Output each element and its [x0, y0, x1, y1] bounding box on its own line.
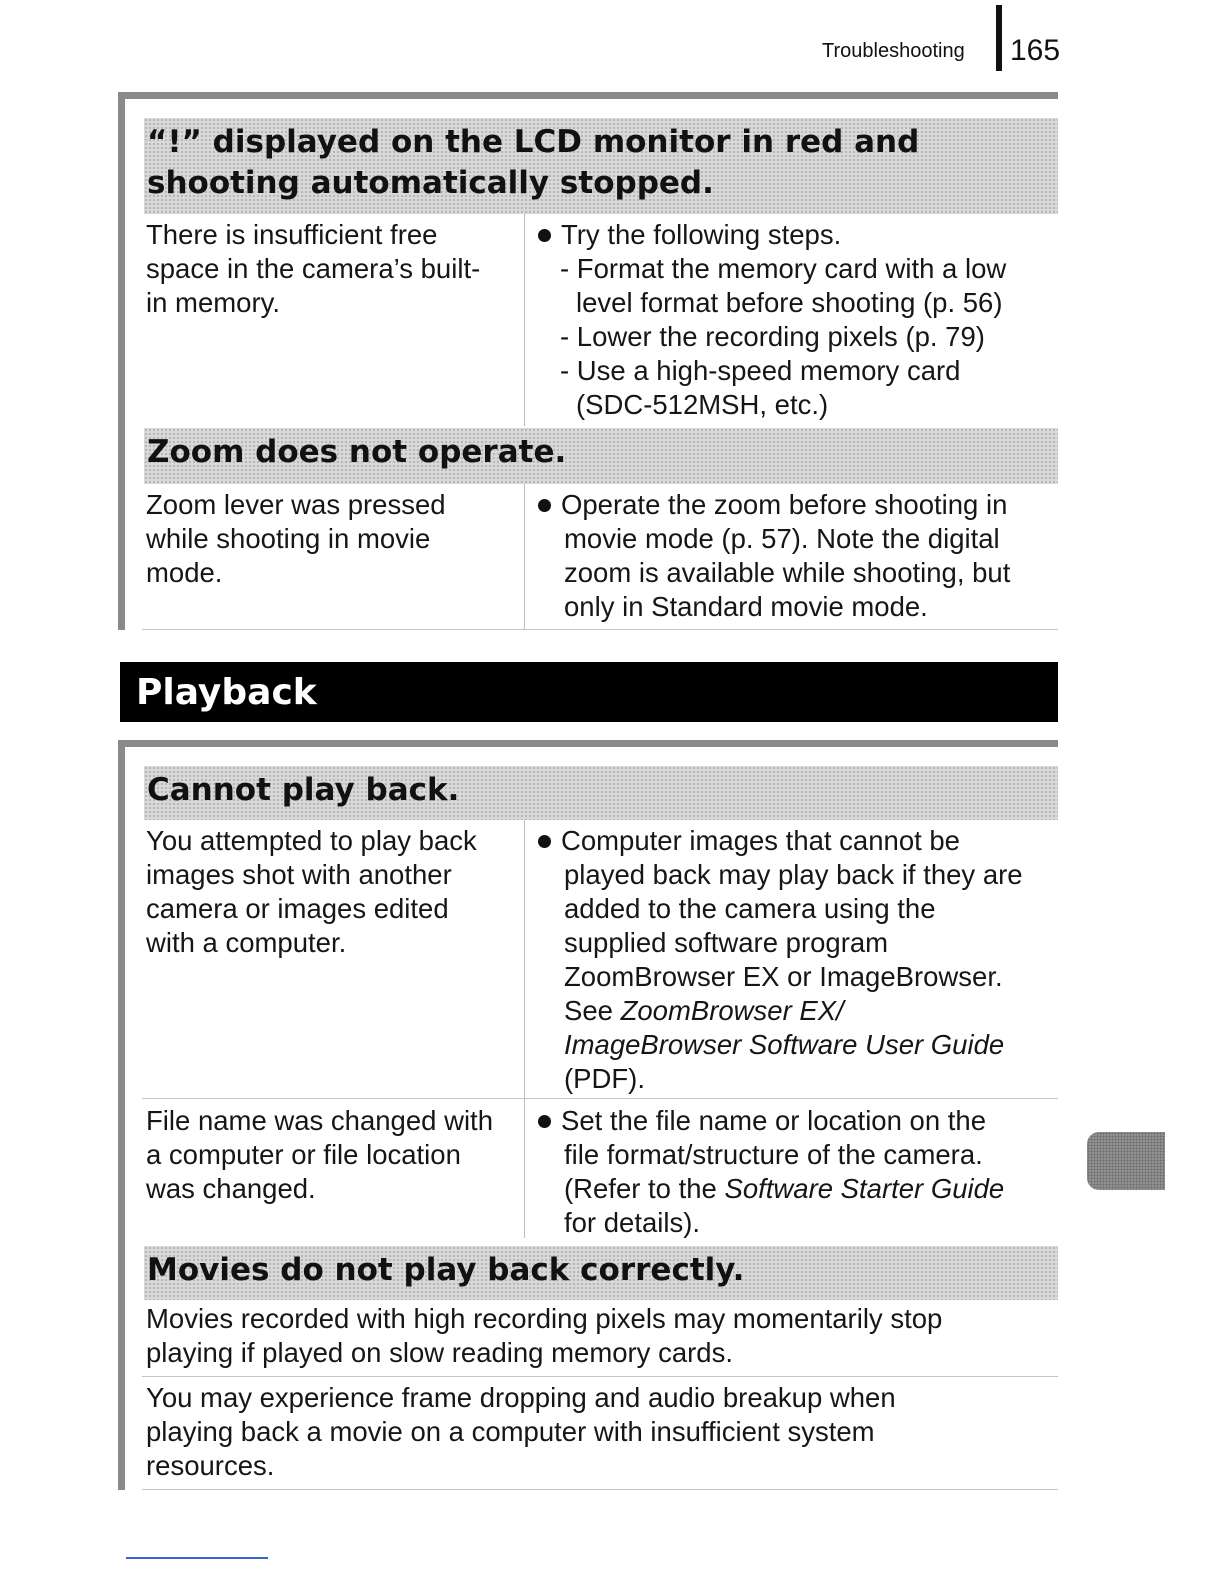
cause-text: There is insufficient free space in the camera’s built- in memory. — [146, 219, 481, 318]
column-divider — [524, 820, 525, 1238]
bullet-icon — [538, 1115, 551, 1128]
movie-note-2: You may experience frame dropping and audio breakup when playing back a movie on a computer with insufficient system resources. — [146, 1382, 896, 1481]
column-divider — [524, 214, 525, 426]
solution-text: Set the file name or location on the file format/structure of the camera. (Refer to the Software Starter Guide for details). — [530, 1104, 1050, 1240]
manual-reference: Software Starter Guide — [724, 1173, 1005, 1204]
question-heading-cannot-play: Cannot play back. — [144, 766, 1058, 820]
movie-note-1: Movies recorded with high recording pixels may momentarily stop playing if played on slow reading memory cards. — [146, 1303, 943, 1368]
solution-text: Try the following steps. - Format the memory card with a low level format before shooting (p. 56) - Lower the recording pixels (p. 79) - Use a high-speed memory card (SDC-512MSH, etc.) — [530, 218, 1050, 422]
cause-text: File name was changed with a computer or file location was changed. — [146, 1105, 493, 1204]
troubleshooting-block-2 — [118, 740, 1058, 1490]
page-number: 165 — [1010, 34, 1061, 67]
row-rule — [142, 1489, 1058, 1490]
chapter-thumb-tab — [1087, 1132, 1165, 1190]
solution-text: Computer images that cannot be played back may play back if they are added to the camera using the supplied software program ZoomBrowser EX or ImageBrowser. See ZoomBrowser EX/ ImageBrowser Software User Guide (PDF). — [530, 824, 1050, 1096]
running-header-section: Troubleshooting — [822, 40, 965, 62]
row-rule — [142, 1098, 1058, 1099]
row-rule — [142, 629, 1058, 630]
block-spine — [118, 92, 125, 630]
header-divider — [996, 5, 1002, 71]
bullet-icon — [538, 499, 551, 512]
cause-text: Zoom lever was pressed while shooting in movie mode. — [146, 489, 446, 588]
footer-rule — [126, 1557, 268, 1559]
bullet-icon — [538, 229, 551, 242]
block-top-rule — [118, 92, 1058, 99]
cause-text: You attempted to play back images shot with another camera or images edited with a computer. — [146, 825, 477, 958]
solution-text: Operate the zoom before shooting in movie mode (p. 57). Note the digital zoom is available while shooting, but only in Standard movie mode. — [530, 488, 1050, 624]
manual-reference: ZoomBrowser EX/ — [620, 995, 844, 1026]
troubleshooting-block-1 — [118, 92, 1058, 630]
question-heading-zoom: Zoom does not operate. — [144, 428, 1058, 484]
manual-reference: ImageBrowser Software User Guide — [564, 1029, 1005, 1060]
question-heading-movies: Movies do not play back correctly. — [144, 1246, 1058, 1300]
row-rule — [142, 1376, 1058, 1377]
question-heading-lcd-red: “!” displayed on the LCD monitor in red and shooting automatically stopped. — [144, 118, 1058, 214]
block-top-rule — [118, 740, 1058, 747]
block-spine — [118, 740, 125, 1490]
column-divider — [524, 484, 525, 630]
bullet-icon — [538, 835, 551, 848]
section-heading-playback: Playback — [120, 662, 1058, 722]
